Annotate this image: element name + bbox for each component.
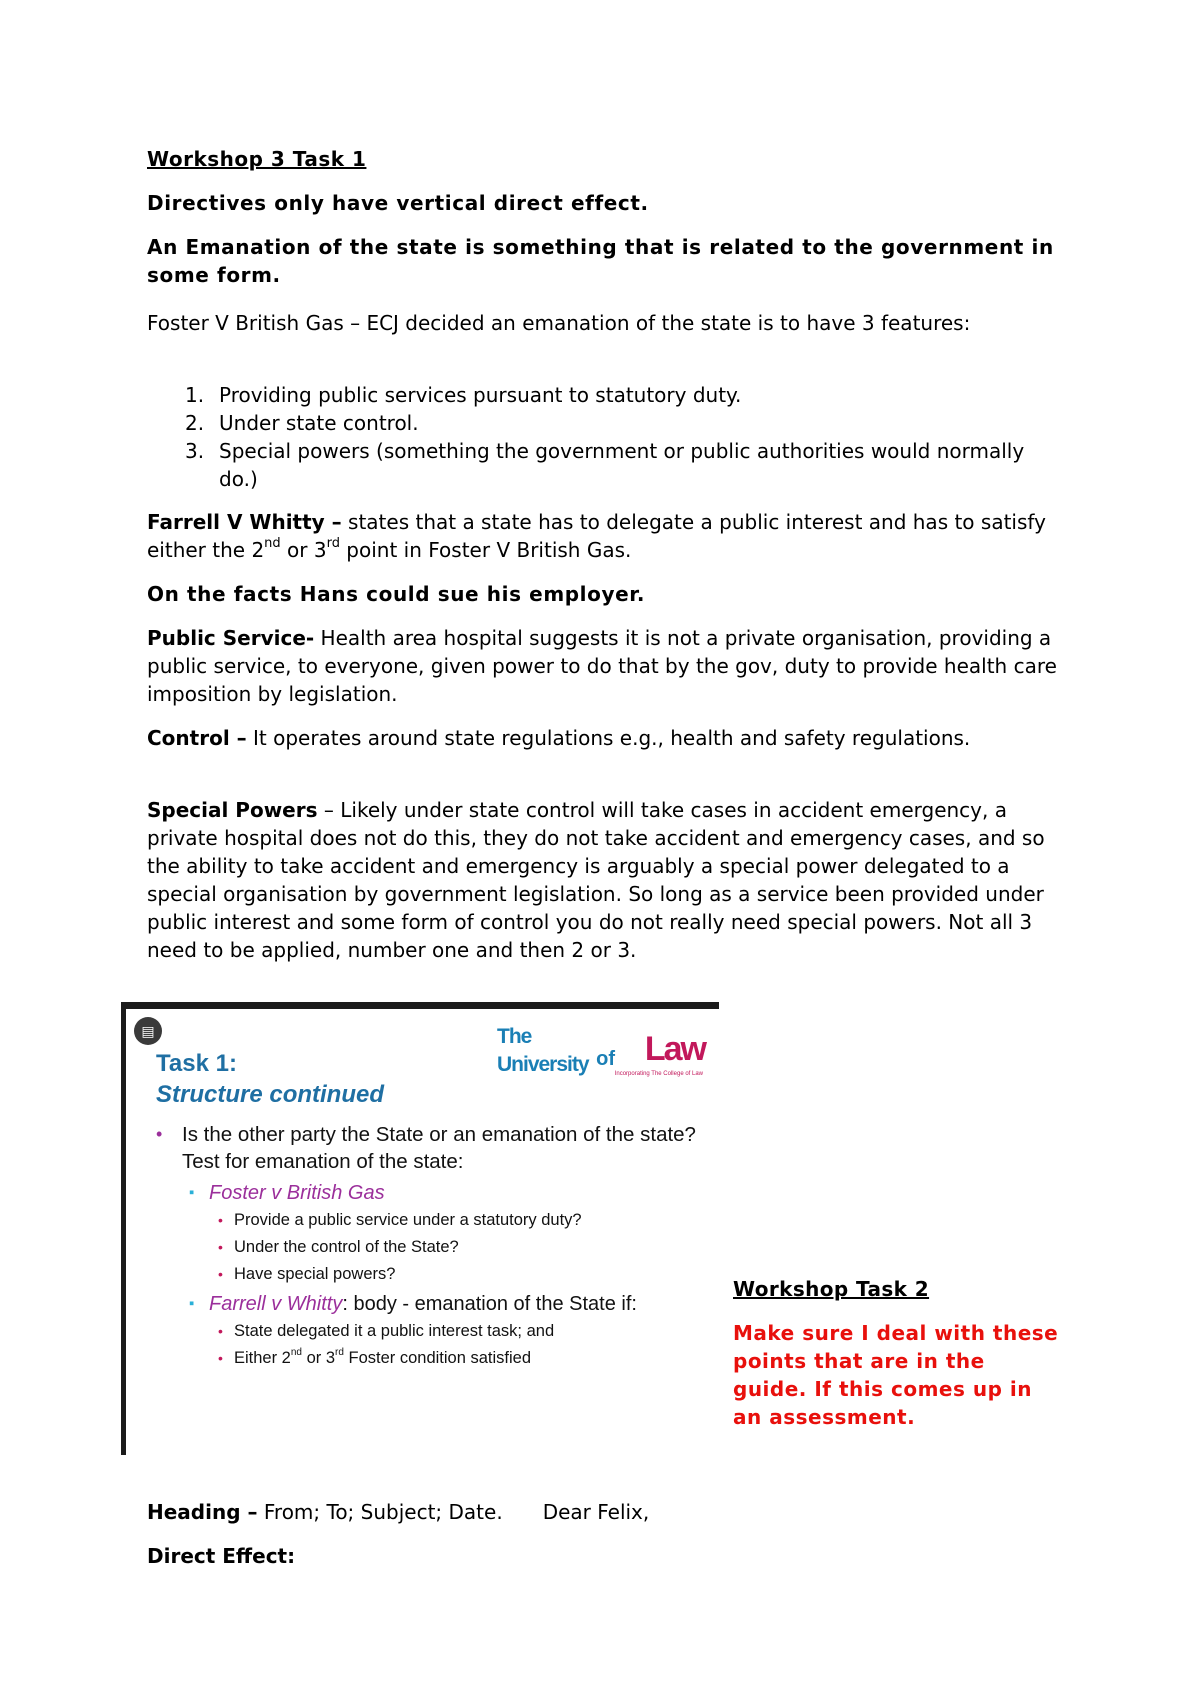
facts-conclusion: On the facts Hans could sue his employer. <box>147 582 646 606</box>
foster-paragraph: Foster V British Gas – ECJ decided an emanation of the state is to have 3 features: <box>147 311 971 335</box>
control-paragraph: Control – It operates around state regulations e.g., health and safety regulations. <box>147 726 971 750</box>
slide-farrell-item: • Either 2nd or 3rd Foster condition satisfied <box>218 1346 532 1367</box>
slide-farrell-item: • State delegated it a public interest task; and <box>218 1322 555 1340</box>
slide-foster-item: • Under the control of the State? <box>218 1238 459 1256</box>
farrell-paragraph: Farrell V Whitty – states that a state has to delegate a public interest and has to satisfy either the 2nd or 3rd point in Foster V British Gas. <box>147 510 1046 562</box>
bullet-icon: • <box>218 1266 223 1282</box>
emanation-definition: An Emanation of the state is something that is related to the government in some form. <box>147 235 1054 287</box>
heading-line: Heading – From; To; Subject; Date. Dear Felix, <box>147 1500 650 1524</box>
bullet-icon: • <box>218 1323 223 1339</box>
directives-statement: Directives only have vertical direct effect. <box>147 191 649 215</box>
slide-foster-heading: ▪ Foster v British Gas <box>189 1182 385 1204</box>
slide-foster-item: • Have special powers? <box>218 1265 396 1283</box>
document-icon: ▤ <box>134 1017 162 1045</box>
slide-foster-item: • Provide a public service under a statutory duty? <box>218 1211 582 1229</box>
special-powers-paragraph: Special Powers – Likely under state control will take cases in accident emergency, a private hospital does not do this, they do not take accident and emergency cases, and so the ability to take accident and emergency is arguably a special power delegated to a special organisation by government legislation. So long as a service been provided under public interest and some form of control you do not really need special powers. Not all 3 need to be applied, number one and then 2 or 3. <box>147 798 1045 962</box>
slide-subtitle: Structure continued <box>156 1081 385 1108</box>
bullet-icon: • <box>218 1239 223 1255</box>
slide-farrell-heading: ▪ Farrell v Whitty: body - emanation of the State if: <box>189 1293 637 1315</box>
reminder-note: Make sure I deal with these points that are in the guide. If this comes up in an assessment. <box>733 1321 1059 1429</box>
direct-effect-heading: Direct Effect: <box>147 1544 296 1568</box>
list-item: 1. Providing public services pursuant to statutory duty. <box>185 383 742 407</box>
list-item: 2. Under state control. <box>185 411 419 435</box>
university-logo: The University of Law Incorporating The College of Law <box>497 1025 705 1077</box>
bullet-icon: ▪ <box>189 1295 195 1312</box>
bullet-icon: • <box>218 1212 223 1228</box>
list-item: 3. Special powers (something the government or public authorities would normally do.) <box>185 439 1025 491</box>
document-title: Workshop 3 Task 1 <box>147 147 367 171</box>
lecture-slide-image <box>121 1002 719 1455</box>
slide-question: • Is the other party the State or an emanation of the state? Test for emanation of the state: <box>156 1123 696 1173</box>
public-service-paragraph: Public Service- Health area hospital suggests it is not a private organisation, providing a public service, to everyone, given power to do that by the gov, duty to provide health care imposition by legislation. <box>147 626 1057 706</box>
slide-title: Task 1: <box>156 1050 237 1077</box>
bullet-icon: ▪ <box>189 1184 195 1201</box>
workshop-task-2-title: Workshop Task 2 <box>733 1277 930 1301</box>
features-list <box>147 381 1057 493</box>
bullet-icon: • <box>156 1124 163 1144</box>
bullet-icon: • <box>218 1350 223 1366</box>
